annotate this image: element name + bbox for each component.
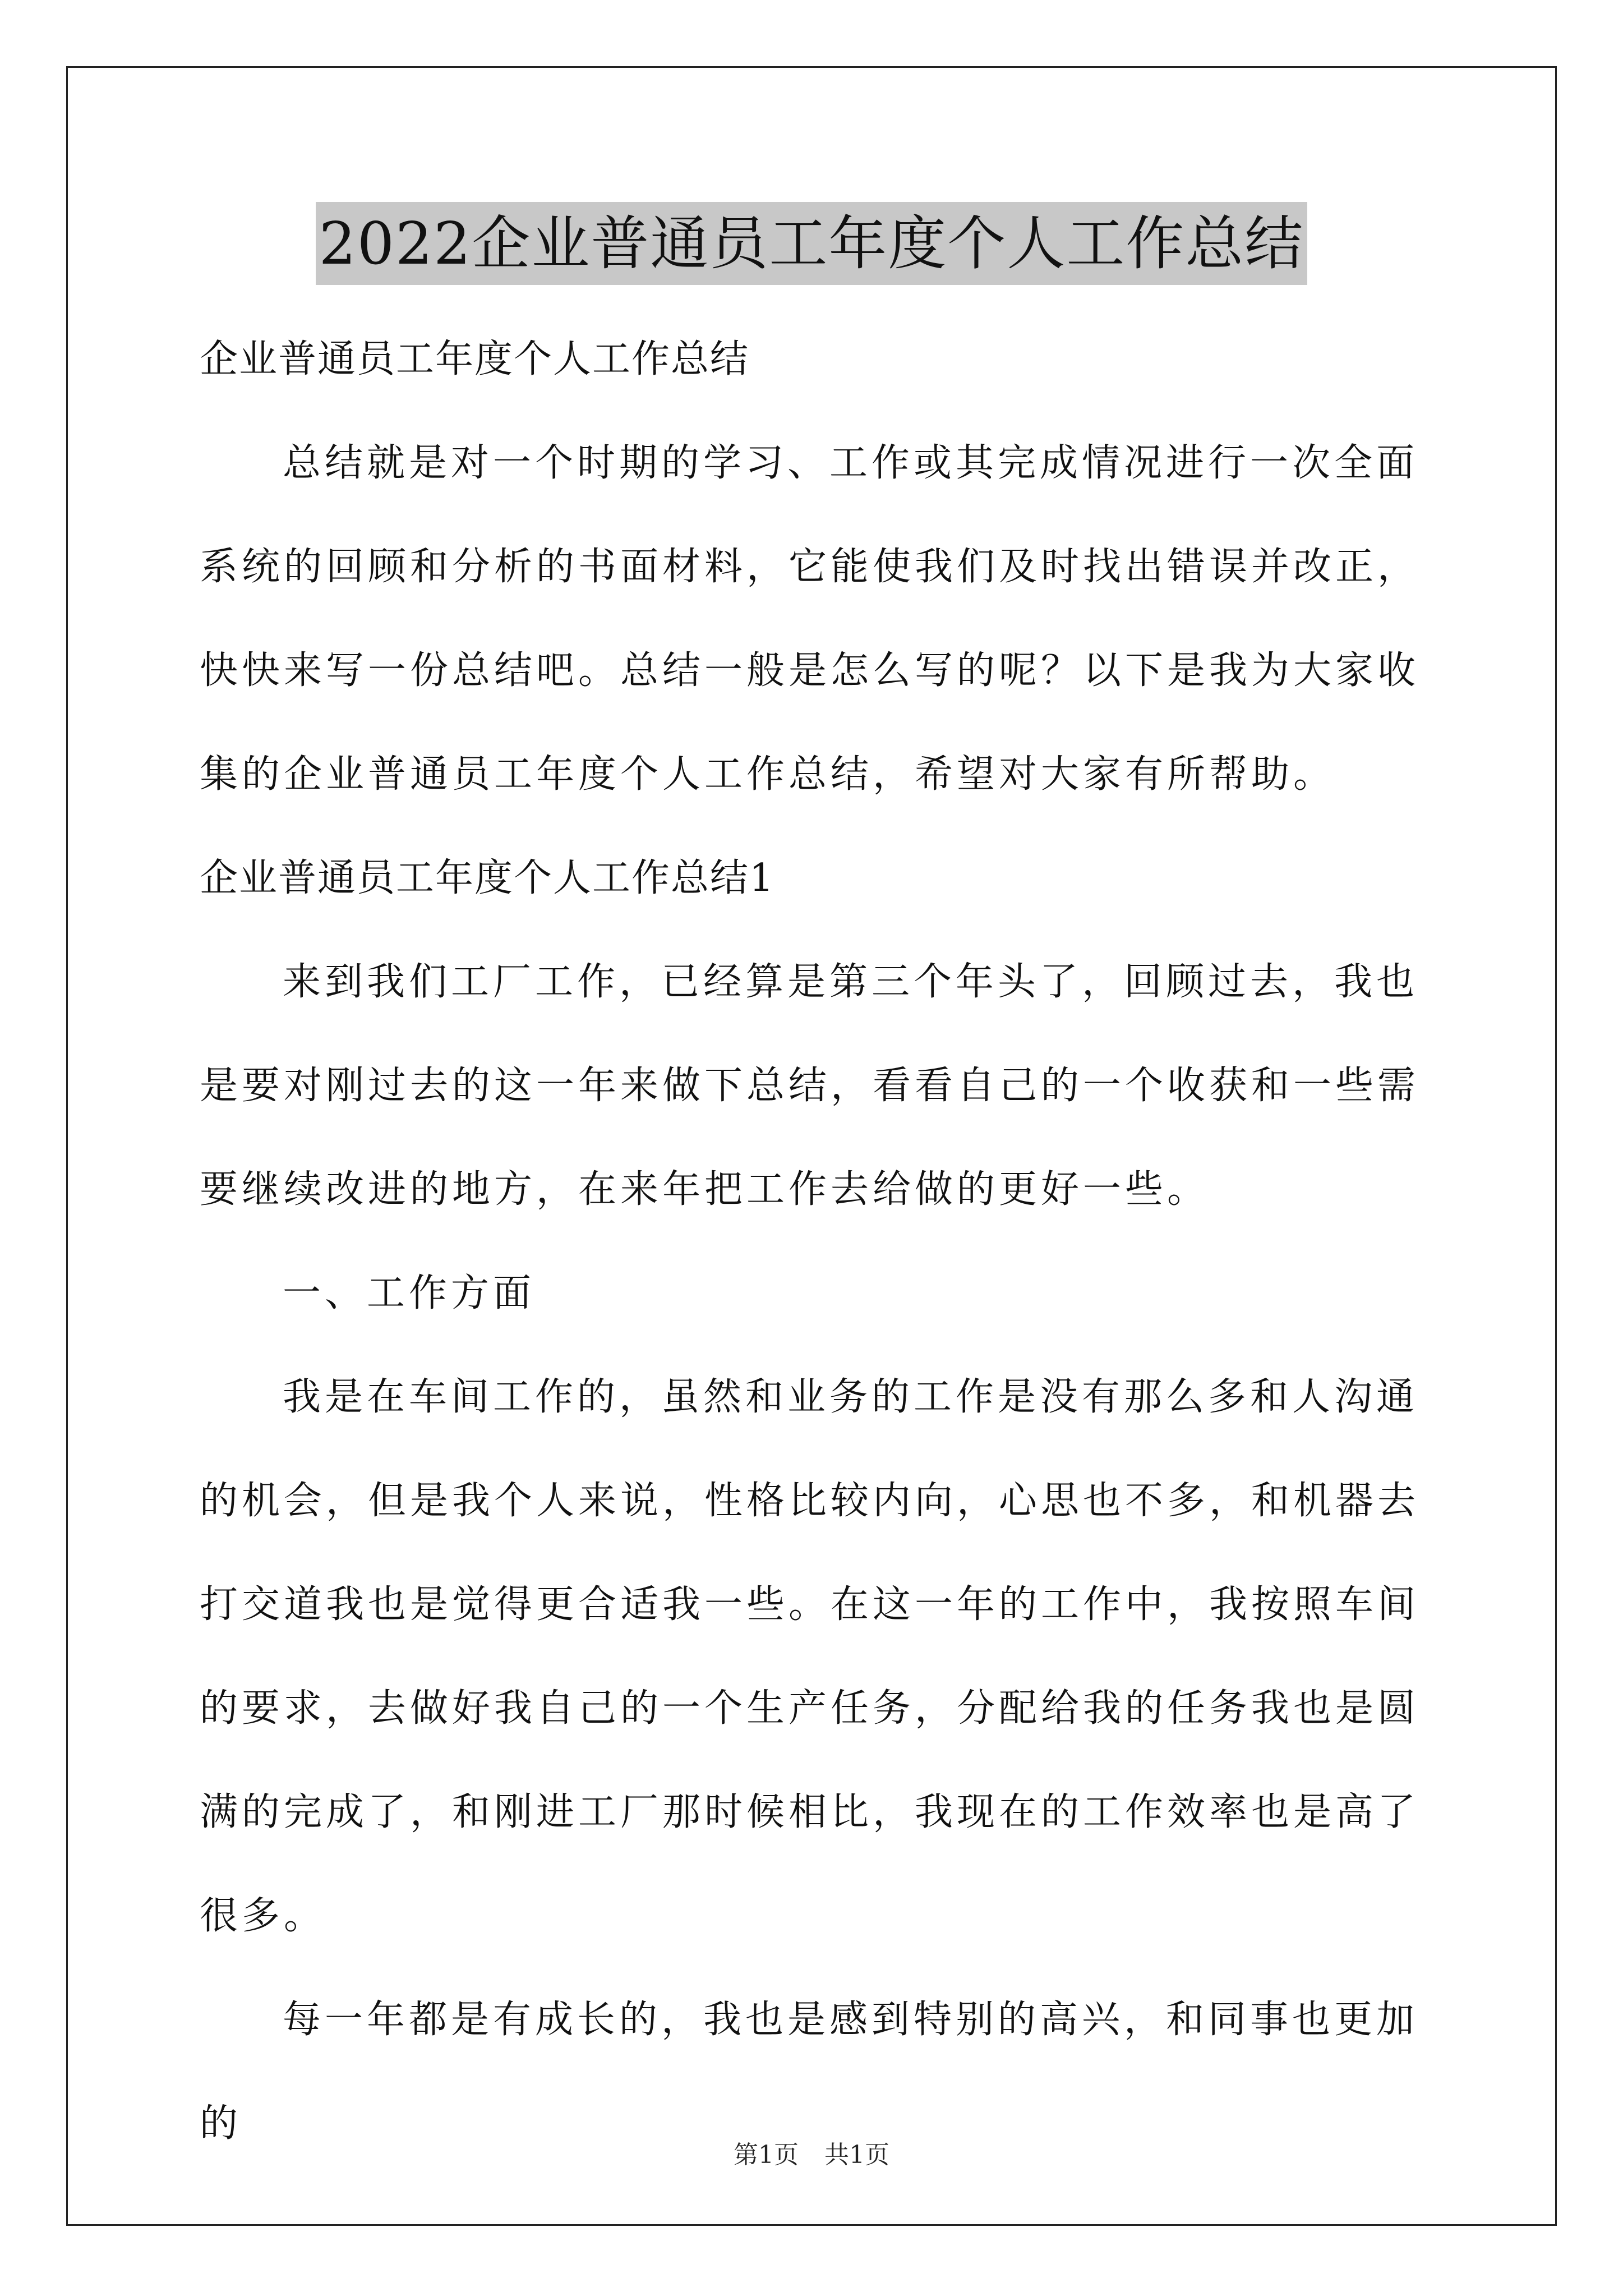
- body-paragraph: 我是在车间工作的，虽然和业务的工作是没有那么多和人沟通的机会，但是我个人来说，性格比较内向，心思也不多，和机器去打交道我也是觉得更合适我一些。在这一年的工作中，我按照车间的要求，去做好我自己的一个生产任务，分配给我的任务我也是圆满的完成了，和刚进工厂那时候相比，我现在的工作效率也是高了很多。: [200, 1375, 1420, 1938]
- document-title: [0, 202, 1623, 286]
- section-heading: 企业普通员工年度个人工作总结: [200, 337, 750, 381]
- body-paragraph: 来到我们工厂工作，已经算是第三个年头了，回顾过去，我也是要对刚过去的这一年来做下总结，看看自己的一个收获和一些需要继续改进的地方，在来年把工作去给做的更好一些。: [200, 960, 1420, 1212]
- body-paragraph: 每一年都是有成长的，我也是感到特别的高兴，和同事也更加的: [200, 1998, 1419, 2146]
- page-total: 共1页: [824, 2141, 889, 2169]
- document-title-text: 2022企业普通员工年度个人工作总结: [316, 202, 1308, 285]
- page-footer: [0, 2138, 1623, 2172]
- subsection-heading: 一、工作方面: [283, 1271, 536, 1315]
- document-body: [200, 307, 1431, 2175]
- page-number: 第1页: [734, 2141, 799, 2169]
- section-heading: 企业普通员工年度个人工作总结1: [200, 856, 775, 900]
- body-paragraph: 总结就是对一个时期的学习、工作或其完成情况进行一次全面系统的回顾和分析的书面材料，它能使我们及时找出错误并改正，快快来写一份总结吧。总结一般是怎么写的呢？以下是我为大家收集的企业普通员工年度个人工作总结，希望对大家有所帮助。: [200, 441, 1420, 797]
